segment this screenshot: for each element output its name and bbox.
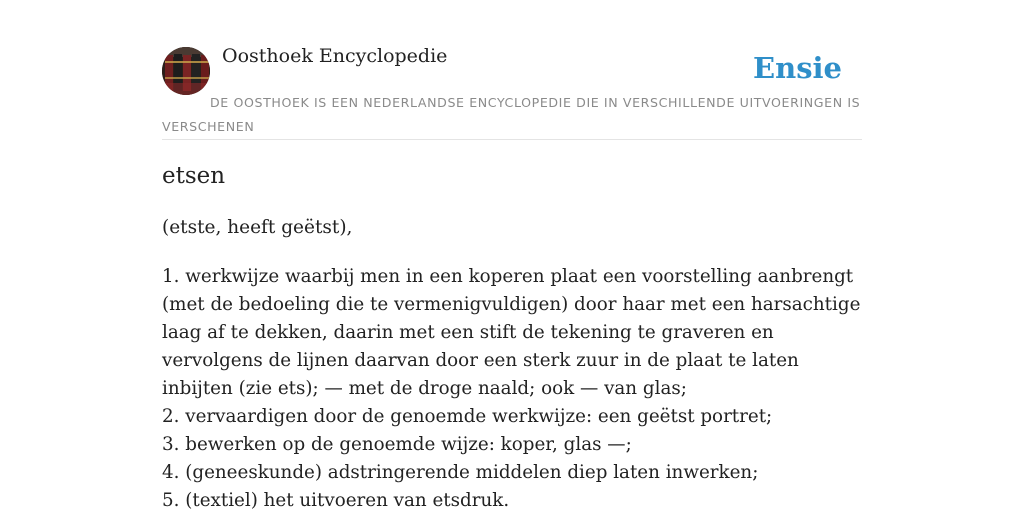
definition-item: 5. (textiel) het uitvoeren van etsdruk.: [162, 490, 510, 511]
header-divider: [162, 139, 862, 140]
encyclopedia-books-icon[interactable]: [162, 47, 210, 95]
entry-headword: etsen: [162, 163, 226, 189]
definition-item: 4. (geneeskunde) adstringerende middelen diep laten inwerken;: [162, 462, 759, 483]
site-title[interactable]: Oosthoek Encyclopedie: [222, 45, 448, 67]
brand-logo[interactable]: Ensie: [753, 51, 842, 85]
definition-item: 1. werkwijze waarbij men in een koperen plaat een voorstelling aanbrengt (met de bedoeling die te vermenigvuldigen) door haar met een harsachtige laag af te dekken, daarin met een stift de tekening te graveren en vervolgens de lijnen daarvan door een sterk zuur in de plaat te laten inbijten (zie ets); — met de droge naald; ook — van glas;: [162, 266, 861, 399]
site-tagline: DE OOSTHOEK IS EEN NEDERLANDSE ENCYCLOPEDIE DIE IN VERSCHILLENDE UITVOERINGEN IS VERSCHENEN: [162, 95, 861, 134]
definition-item: 2. vervaardigen door de genoemde werkwijze: een geëtst portret;: [162, 406, 773, 427]
definition-list: [162, 263, 867, 512]
definition-item: 3. bewerken op de genoemde wijze: koper, glas —;: [162, 434, 632, 455]
entry-grammar: (etste, heeft geëtst),: [162, 217, 353, 238]
